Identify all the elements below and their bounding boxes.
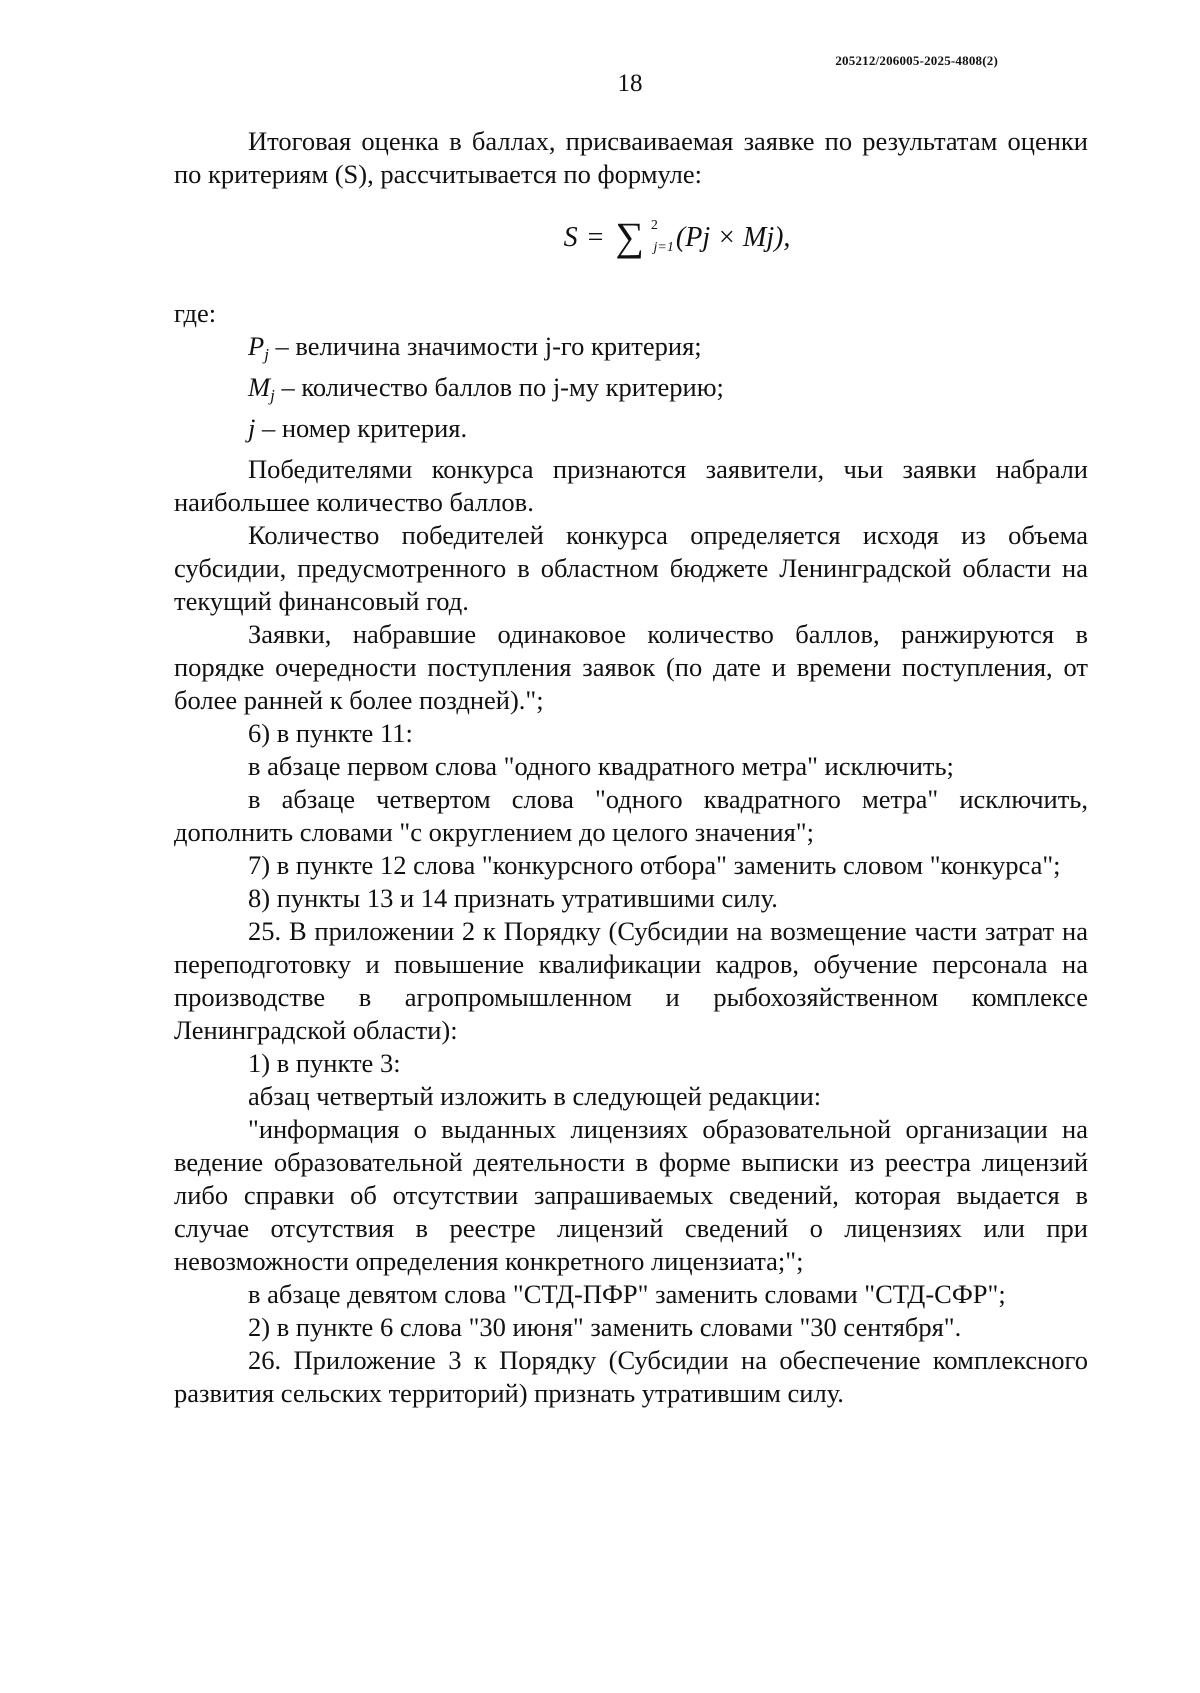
paragraph-sub-1: 1) в пункте 3: <box>248 1048 401 1078</box>
summation-sign <box>615 213 674 259</box>
definition-line: Pj – величина значимости j-го критерия; <box>248 331 702 364</box>
paragraph-section-26: 26. Приложение 3 к Порядку (Субсидии на обеспечение комплексного развития сельских территорий) признать утратившим силу. <box>174 1345 1088 1408</box>
paragraph-section-25: 25. В приложении 2 к Порядку (Субсидии на возмещение части затрат на переподготовку и повышение квалификации кадров, обучение персонала на производстве в агропромышленном и рыбохозяйственном комплексе Ленинградской области): <box>174 916 1088 1045</box>
paragraph-abzac-1: в абзаце первом слова "одного квадратного метра" исключить; <box>248 751 954 781</box>
document-body <box>174 125 1088 1410</box>
paragraph-winner-count: Количество победителей конкурса определяется исходя из объема субсидии, предусмотренного в областном бюджете Ленинградской области на текущий финансовый год. <box>174 520 1088 616</box>
page-number: 18 <box>617 70 643 97</box>
where-label: где: <box>174 298 217 328</box>
paragraph-abzac-9: в абзаце девятом слова "СТД-ПФР" заменить словами "СТД-СФР"; <box>248 1279 1006 1309</box>
definition-line: Mj – количество баллов по j-му критерию; <box>248 372 724 405</box>
paragraph-item-8: 8) пункты 13 и 14 признать утратившими силу. <box>248 883 778 913</box>
formula-intro-paragraph: Итоговая оценка в баллах, присваиваемая заявке по результатам оценки по критериям (S), рассчитывается по формуле: <box>174 126 1088 189</box>
score-formula <box>174 191 1088 283</box>
paragraph-sub-2: 2) в пункте 6 слова "30 июня" заменить словами "30 сентября". <box>248 1312 962 1342</box>
paragraph-winners: Победителями конкурса признаются заявители, чьи заявки набрали наибольшее количество баллов. <box>174 454 1088 517</box>
formula-lhs: S <box>563 221 578 253</box>
paragraph-item-7: 7) в пункте 12 слова "конкурсного отбора" заменить словом "конкурса"; <box>248 850 1061 880</box>
summation-symbol: ∑ <box>615 213 644 259</box>
paragraph-ranking: Заявки, набравшие одинаковое количество баллов, ранжируются в порядке очередности поступления заявок (по дате и времени поступления, от более ранней к более поздней)."; <box>174 619 1088 715</box>
formula-equals: = <box>587 221 604 253</box>
paragraph-abzac-4: в абзаце четвертом слова "одного квадратного метра" исключить, дополнить словами "с округлением до целого значения"; <box>174 784 1088 847</box>
document-number: 205212/206005-2025-4808(2) <box>835 53 998 68</box>
formula-expression: (Pj × Mj), <box>675 221 791 253</box>
paragraph-item-6: 6) в пункте 11: <box>248 718 413 748</box>
paragraph-license-info: "информация о выданных лицензиях образовательной организации на ведение образовательной деятельности в форме выписки из реестра лицензий либо справки об отсутствии запрашиваемых сведений, которая выдается в случае отсутствия в реестре лицензий сведений о лицензиях или при невозможности определения конкретного лицензиата;"; <box>174 1114 1088 1276</box>
definition-line: j – номер критерия. <box>248 413 468 443</box>
summation-lower-limit: j=1 <box>653 239 674 255</box>
summation-upper-limit: 2 <box>650 217 658 233</box>
paragraph-abzac-4-new: абзац четвертый изложить в следующей редакции: <box>248 1081 822 1111</box>
